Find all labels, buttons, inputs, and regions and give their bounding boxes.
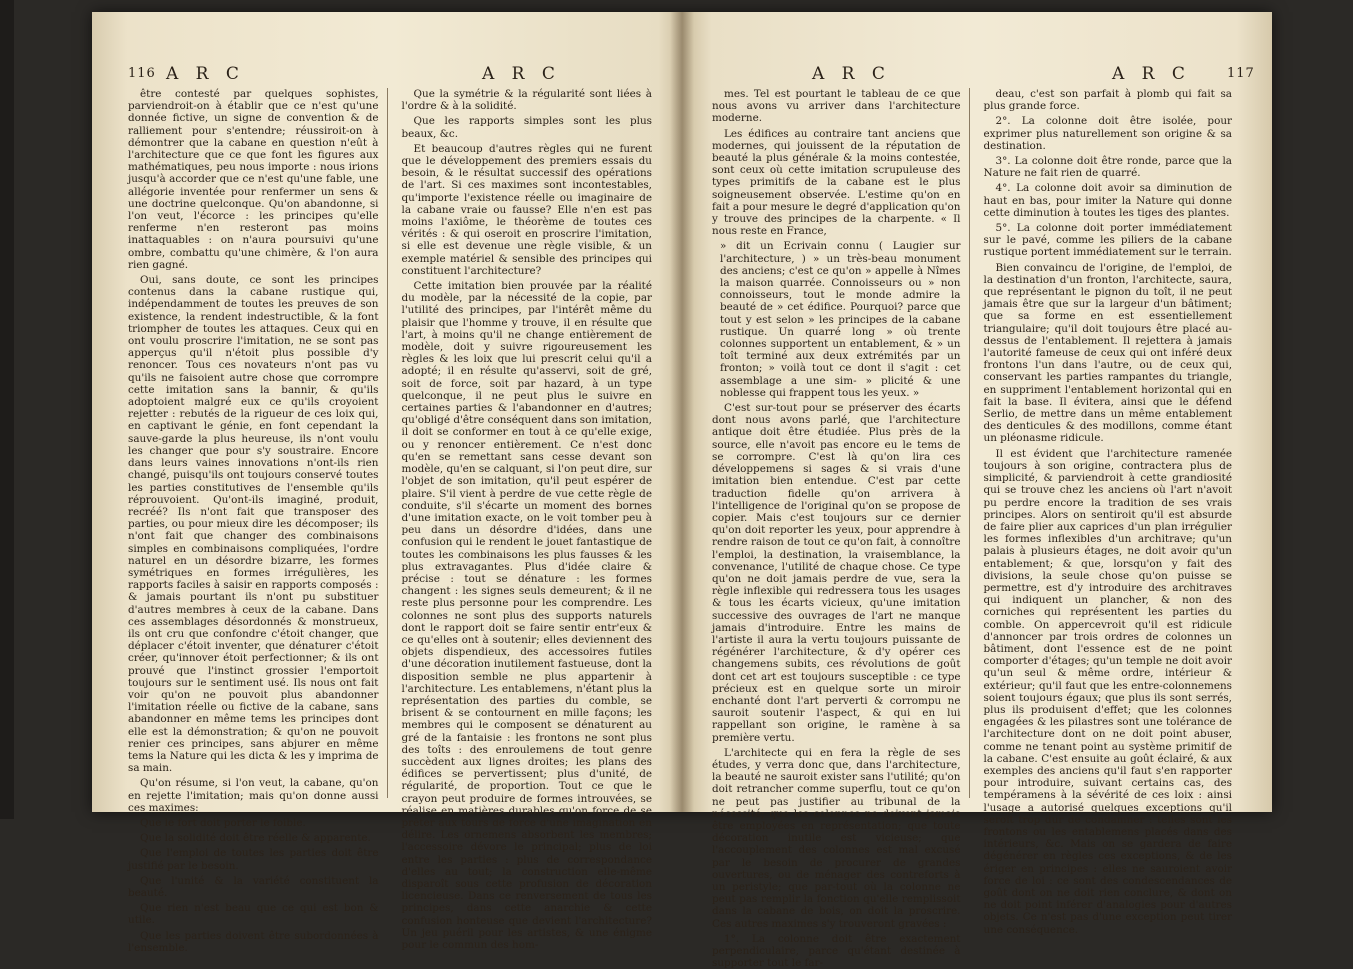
paragraph: Que la solidité doit être réelle & apparente.	[140, 832, 371, 845]
text-column	[401, 88, 653, 952]
paragraph: Bien convaincu de l'origine, de l'emploi, de la destination d'un fronton, l'architecte, saura, que représentant le pignon du toît, il ne peut jamais être que sur la largeur d'un bâtiment; que sa forme en est essentiellement triangulaire; qu'il doit toujours être placé au-dessus de l'entablement. Il rejettera à jamais l'autorité fameuse de ceux qui ont inféré deux frontons l'un dans l'autre, ou de ceux qui, conservant les parties rampantes du triangle, en suppriment l'entablement horizontal qui en fait la base. Il évitera, ainsi que le défend Serlio, de mettre dans un même entablement des denticules & des modillons, comme étant un pléonasme ridicule.	[983, 261, 1232, 445]
paragraph: mes. Tel est pourtant le tableau de ce que nous avons vu arriver dans l'architecture moderne.	[712, 88, 961, 125]
text-column	[128, 88, 388, 954]
paragraph: Il est évident que l'architecture ramenée toujours à son origine, contractera plus de simplicité, & parviendroit à cette grandiosité qui se trouve chez les anciens où l'art n'avoit pu perdre encore la tradition de ses vrais principes. Alors on sentiroit qu'il est absurde de faire plier aux caprices d'un plan irrégulier les formes inflexibles d'un architrave; qu'un palais à plusieurs étages, ne doit avoir qu'un entablement; & que, lorsqu'on y fait des divisions, la seule chose qu'on puisse se permettre, est d'y introduire des architraves qui indiquent un plancher, & non des corniches qui représentent les parties du comble. On appercevroit qu'il est ridicule d'annoncer par trois ordres de colonnes un bâtiment, dont l'essence est de ne point comporter d'étages; qu'un temple ne doit avoir qu'un seul & même ordre, intérieur & extérieur; qu'il faut que les entre-colonnemens soient toujours égaux; que plus ils sont serrés, plus ils produisent d'effet; que les colonnes engagées & les pilastres sont une tolérance de l'architecture dont on ne doit point abuser, comme ne tenant point au système primitif de la cabane. C'est ensuite au goût éclairé, & aux exemples des anciens qu'il faut s'en rapporter pour introduire, suivant certains cas, des tempéramens à la sévérité de ces loix : ainsi l'usage a autorisé quelques exceptions qu'il seroit trop dur de condamner : telles sont les frontons ou les entablemens placés dans des intérieurs, &c. Mais on se gardera de faire dégénérer en règles ces exceptions, & de les ériger en principes : elles ne sauroient avoir force de loi : ce sont des condescendances de goût dont on ne doit rien conclure, & dont on ne doit point inférer d'analogies pour d'autres objets. Ce n'est pas d'une exception peut tirer une conséquence.	[983, 447, 1232, 936]
page-right	[682, 12, 1272, 969]
paragraph: Oui, sans doute, ce sont les principes contenus dans la cabane rustique qui, indépendamment de toutes les preuves de son existence, la rendent indestructible, & la font triompher de toutes les attaques. Ceux qui en ont voulu proscrire l'imitation, ne se sont pas apperçus qu'il n'étoit plus possible d'y renoncer. Tous ces novateurs n'ont pas vu qu'ils ne faisoient autre chose que corrompre cette imitation sans la bannir, & qu'ils adoptoient malgré eux ce qu'ils croyoient rejetter : rebutés de la rigueur de ces loix qui, en captivant le génie, en font cependant la sauve-garde la plus heureuse, ils n'ont voulu les changer que pour s'y soustraire. Encore dans leurs vaines innovations n'ont-ils rien changé, puisqu'ils ont toujours conservé toutes les parties constitutives de l'ensemble qu'ils réprouvoient. Qu'ont-ils imaginé, produit, recréé? Ils n'ont fait que transposer des parties, ou pour mieux dire les décomposer; ils n'ont fait que changer des combinaisons simples en combinaisons compliquées, l'ordre naturel en un désordre bizarre, les formes symétriques en formes irrégulières, les rapports faciles à saisir en rapports composés : & jamais pourtant ils n'ont pu substituer d'autres membres à ceux de la cabane. Dans ces assemblages désordonnés & monstrueux, ils ont cru que confondre c'étoit changer, que déplacer c'étoit inventer, que dénaturer c'étoit créer, qu'innover étoit perfectionner; & ils ont prouvé que l'instinct grossier l'emportoit toujours sur le sentiment usé. Ils nous ont fait voir qu'on ne pouvoit plus abandonner l'imitation réelle ou fictive de la cabane, sans abandonner en même tems les principes dont elle est la démonstration; & qu'on ne pouvoit renier ces principes, sans abjurer en même tems la Nature qui les dicta & les y imprima de sa main.	[128, 274, 379, 775]
page-number: 117	[1227, 66, 1255, 81]
paragraph: Qu'on résume, si l'on veut, la cabane, qu'on en rejette l'imitation; mais qu'on donne aussi ces maximes:	[128, 777, 379, 814]
open-book	[92, 12, 1272, 969]
page-left	[92, 12, 682, 954]
paragraph: Et beaucoup d'autres règles qui ne furent que le développement des premiers essais du besoin, & le résultat successif des opérations de l'art. Si ces maximes sont incontestables, qu'importe l'existence réelle ou imaginaire de la cabane vraie ou fausse? Elle n'en est pas moins l'axiôme, le théorème de toutes ces vérités : & qui oseroit en proscrire l'imitation, si elle est devenue une règle visible, & un exemple matériel & sensible des principes qui constituent l'architecture?	[401, 142, 652, 277]
running-head-right	[682, 64, 1272, 84]
paragraph: Cette imitation bien prouvée par la réalité du modèle, par la nécessité de la copie, par l'utilité des principes, par l'intérêt même du plaisir que l'homme y trouve, il en résulte que l'art, à moins qu'il ne change entièrement de modèle, doit y suivre rigoureusement les règles & les loix que lui prescrit celui qu'il a adopté; il en résulte qu'asservi, soit de gré, soit de force, soit par hazard, à un type quelconque, il ne peut plus le suivre en certaines parties & l'abandonner en d'autres; qu'obligé d'être conséquent dans son imitation, il doit se conformer en tout à ce qu'elle exige, ou y renoncer entièrement. Ce n'est donc qu'en se remettant sans cesse devant son modèle, qu'en se calquant, si l'on peut dire, sur l'objet de son imitation, qu'il peut espérer de plaire. S'il vient à perdre de vue cette règle de conduite, s'il s'écarte un moment des bornes d'une imitation exacte, on le voit tomber peu à peu dans un désordre d'idées, dans une confusion qui le rendent le jouet fantastique de toutes les combinaisons les plus fausses & les plus extravagantes. Plus d'idée claire & précise : tout se dénature : les formes changent : les signes seuls demeurent; & il ne reste plus personne pour les comprendre. Les colonnes ne sont plus des supports naturels dont le rapport doit se faire sentir entr'eux & ce qu'elles ont à soutenir; elles deviennent des objets dispendieux, des accessoires futiles d'une décoration inutilement fastueuse, dont la disposition semble ne plus appartenir à l'architecture. Les entablemens, n'étant plus la représentation des parties du comble, se brisent & se contournent en mille façons; les membres qui le composent se dénaturent au gré de la fantaisie : les frontons ne sont plus des toîts : des enroulemens de tout genre succèdent aux lignes droites; les plans des édifices se pervertissent; plus d'unité, de régularité, de proportion. Tout ce que le crayon peut produire de formes introuvées, se réalise en matières durables qu'on force de se prêter aux tours de force d'une imagination en délire. Les ornemens absorbent les membres; l'accessoire dévore le principal; plus de loi entre les parties : plus de correspondance d'elles au tout; la construction elle-même disparoît sous cette profusion de décoration licencieuse. Dans ce renversement de tous les principes, dans cette anarchie & cette confusion honteuse que devient l'architecture? Un jeu puéril pour les artistes, & une énigme pour le commun des hom-	[401, 280, 653, 952]
text-columns	[128, 88, 653, 954]
paragraph: Que rien n'est beau que ce qui est bon & utile.	[128, 902, 379, 927]
paragraph: C'est sur-tout pour se préserver des écarts dont nous avons parlé, que l'architecture antique doit être étudiée. Plus près de la source, elle n'avoit pas encore eu le tems de se corrompre. C'est là qu'on lira ces développemens si sages & si vrais d'une imitation bien entendue. C'est par cette traduction fidelle qu'on arrivera à l'intelligence de l'original qu'on se propose de copier. Mais c'est toujours sur ce dernier qu'on doit reporter les yeux, pour apprendre à rendre raison de tout ce qu'on fait, à connoître l'emploi, la destination, la vraisemblance, la convenance, l'utilité de chaque chose. Ce type qu'on ne doit jamais perdre de vue, sera la règle inflexible qui redressera tous les usages & tous les écarts vicieux, qu'une imitation successive des ouvrages de l'art ne manque jamais d'introduire. Entre les mains de l'artiste il aura la vertu toujours puissante de régénérer l'architecture, & d'y opérer ces changemens subits, ces révolutions de goût dont cet art est toujours susceptible : ce type précieux est en quelque sorte un miroir enchanté dont l'art perverti & corrompu ne sauroit soutenir l'aspect, & qui en lui rappellant son origine, le ramène à sa première vertu.	[712, 402, 961, 744]
paragraph: Les édifices au contraire tant anciens que modernes, qui jouissent de la réputation de beauté la plus générale & la moins contestée, sont ceux où cette imitation scrupuleuse des types primitifs de la cabane est le plus soigneusement observée. L'estime qu'on en fait a pour mesure le degré d'application qu'on y trouve des principes de la charpente. « Il nous reste en France,	[712, 127, 961, 238]
running-head-word: A R C	[1112, 64, 1191, 84]
paragraph: 4°. La colonne doit avoir sa diminution de haut en bas, pour imiter la Nature qui donne cette diminution à toutes les tiges des plantes.	[983, 182, 1232, 219]
page-number: 116	[128, 66, 156, 81]
paragraph: 5°. La colonne doit porter immédiatement sur le pavé, comme les piliers de la cabane rustique portent immédiatement sur le terrain.	[983, 222, 1232, 259]
running-head-word: A R C	[482, 64, 561, 84]
text-column	[712, 88, 970, 969]
text-columns	[712, 88, 1232, 969]
paragraph: » dit un Ecrivain connu ( Laugier sur l'architecture, ) » un très-beau monument des anciens; c'est ce qu'on » appelle à Nîmes la maison quarrée. Connoisseurs ou » non connoisseurs, tout le monde admire la beauté de » cet édifice. Pourquoi? parce que tout y est selon » les principes de la cabane rustique. Un quarré long » où trente colonnes supportent un entablement, & » un toît terminé aux deux extrémités par un fronton; » voilà tout ce dont il s'agit : cet assemblage a une sim- » plicité & une noblesse qui frappent tous les yeux. »	[720, 240, 961, 399]
paragraph: 2°. La colonne doit être isolée, pour exprimer plus naturellement son origine & sa destination.	[983, 115, 1232, 152]
text-column	[983, 88, 1233, 936]
book-gutter	[670, 12, 694, 812]
running-head-word: A R C	[812, 64, 891, 84]
paragraph: Que les parties doivent être subordonnées à l'ensemble.	[128, 929, 379, 954]
paragraph: deau, c'est son parfait à plomb qui fait sa plus grande force.	[983, 88, 1232, 113]
running-head-left	[92, 64, 682, 84]
paragraph: L'architecte qui en fera la règle de ses études, y verra donc que, dans l'architecture, la beauté ne sauroit exister sans l'utilité; qu'on doit retrancher comme superflu, tout ce qu'on ne peut pas justifier au tribunal de la nécessité; que les colonnes ne doivent jamais être employées en représentation; que toute décoration inutile est vicieuse; que l'accouplement des colonnes est mal excusé par le besoin de procurer de grandes ouvertures, ou de ménager des contreforts à un peristyle; que par-tout où la colonne ne peut pas remplir la fonction qu'elle remplissoit dans la cabane de bois, on doit la proscrire. Ces autres maximes s'y trouveront gravées :	[712, 746, 961, 930]
paragraph: 1°. La colonne doit être exactement perpendiculaire, parce qu'étant destinée à supporter tout le far-	[712, 932, 961, 969]
running-head-word: A R C	[166, 64, 245, 84]
paragraph: Que les rapports simples sont les plus beaux, &c.	[401, 115, 652, 140]
paragraph: Que le fort doit porter le foible.	[140, 816, 306, 829]
paragraph: 3°. La colonne doit être ronde, parce que la Nature ne fait rien de quarré.	[983, 155, 1232, 180]
paragraph: Que la symétrie & la régularité sont liées à l'ordre & à la solidité.	[401, 88, 652, 113]
paragraph: Que l'unité & la variété constituent la beauté.	[128, 874, 379, 899]
left-margin	[0, 0, 14, 819]
paragraph: être contesté par quelques sophistes, parviendroit-on à établir que ce n'est qu'une donnée fictive, un signe de convention & de ralliement pour s'entendre; réussiroit-on à démontrer que la cabane en question n'eût à l'architecture que ce que font les figures aux mathématiques, peu nous importe : nous irions jusqu'à accorder que ce n'est qu'une fable, une allégorie inventée pour renfermer un sens & une doctrine quelconque. Qu'on abandonne, si l'on veut, l'écorce : les principes qu'elle renferme n'en resteront pas moins inattaquables : on n'aura poursuivi qu'une ombre, combattu qu'une chimère, & l'on aura rien gagné.	[128, 88, 379, 271]
paragraph: Que l'emploi de toutes les parties doit être justifié par le besoin.	[128, 847, 379, 872]
